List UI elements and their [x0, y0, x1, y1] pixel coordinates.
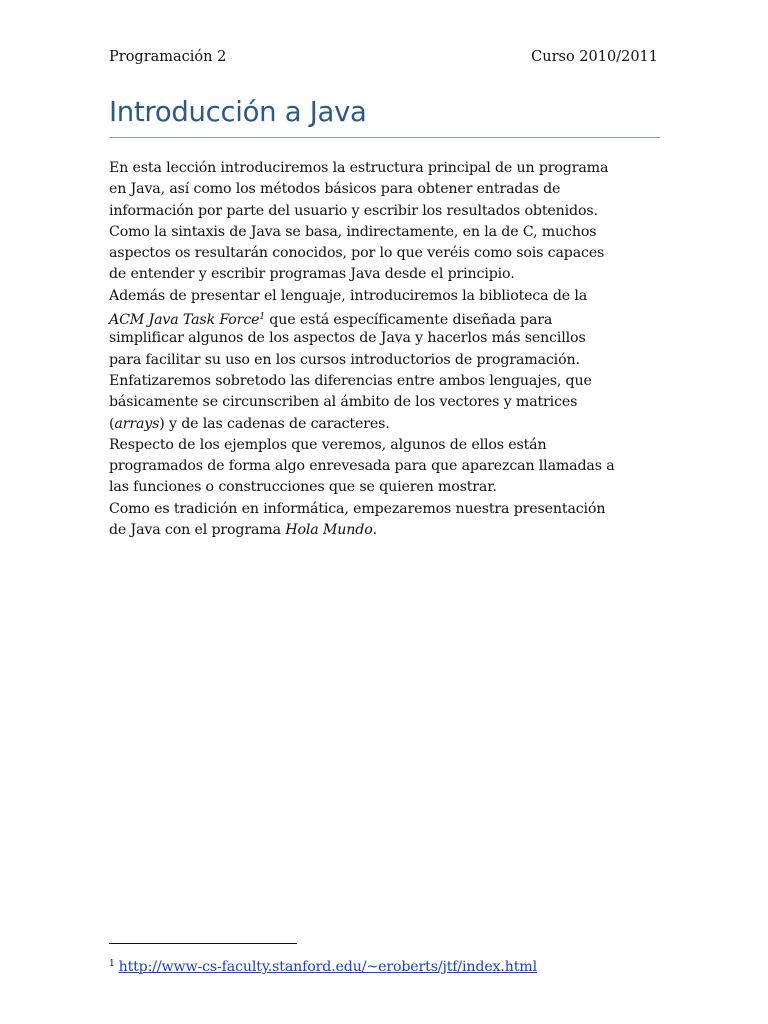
text-fragment: que está específicamente diseñada para	[264, 312, 553, 329]
text-line: de entender y escribir programas Java desde el principio.	[109, 266, 515, 283]
page-header	[109, 46, 658, 68]
text-fragment: ) y de las cadenas de caracteres.	[159, 415, 390, 432]
text-line: programados de forma algo enrevesada para que aparezcan llamadas a	[109, 458, 615, 475]
footnote	[109, 954, 537, 978]
course-year: Curso 2010/2011	[531, 49, 658, 65]
text-line: Enfatizaremos sobretodo las diferencias entre ambos lenguajes, que	[109, 372, 592, 389]
footnote-divider	[109, 943, 297, 944]
text-line: información por parte del usuario y escribir los resultados obtenidos.	[109, 202, 598, 219]
text-line: Como la sintaxis de Java se basa, indirectamente, en la de C, muchos	[109, 223, 597, 240]
text-line	[109, 307, 669, 328]
text-fragment: (	[109, 415, 115, 432]
hola-mundo-term: Hola Mundo	[285, 522, 373, 539]
text-line: Como es tradición en informática, empezaremos nuestra presentación	[109, 500, 606, 517]
text-fragment: de Java con el programa	[109, 522, 286, 539]
text-line: básicamente se circunscriben al ámbito de los vectores y matrices	[109, 394, 578, 411]
title-divider	[109, 137, 660, 138]
footnote-link[interactable]: http://www-cs-faculty.stanford.edu/~eroberts/jtf/index.html	[118, 959, 538, 975]
acm-library-name: ACM Java Task Force	[109, 312, 260, 329]
text-line	[109, 520, 669, 541]
body-paragraph	[109, 158, 669, 541]
text-line: En esta lección introduciremos la estructura principal de un programa	[109, 160, 609, 176]
page-title: Introducción a Java	[109, 96, 367, 128]
text-line: en Java, así como los métodos básicos para obtener entradas de	[109, 181, 561, 198]
text-line: simplificar algunos de los aspectos de Java y hacerlos más sencillos	[109, 330, 586, 347]
footnote-number: 1	[109, 959, 115, 969]
text-line: aspectos os resultarán conocidos, por lo que veréis como sois capaces	[109, 245, 605, 262]
footnote-reference: 1	[259, 312, 265, 323]
text-line: las funciones o construcciones que se quieren mostrar.	[109, 479, 497, 496]
course-name: Programación 2	[109, 49, 227, 65]
text-line: para facilitar su uso en los cursos introductorios de programación.	[109, 351, 580, 368]
text-line: Además de presentar el lenguaje, introduciremos la biblioteca de la	[109, 287, 588, 304]
arrays-term: arrays	[114, 415, 160, 432]
text-line: Respecto de los ejemplos que veremos, algunos de ellos están	[109, 436, 547, 453]
text-fragment: .	[372, 522, 377, 539]
text-line	[109, 414, 669, 435]
